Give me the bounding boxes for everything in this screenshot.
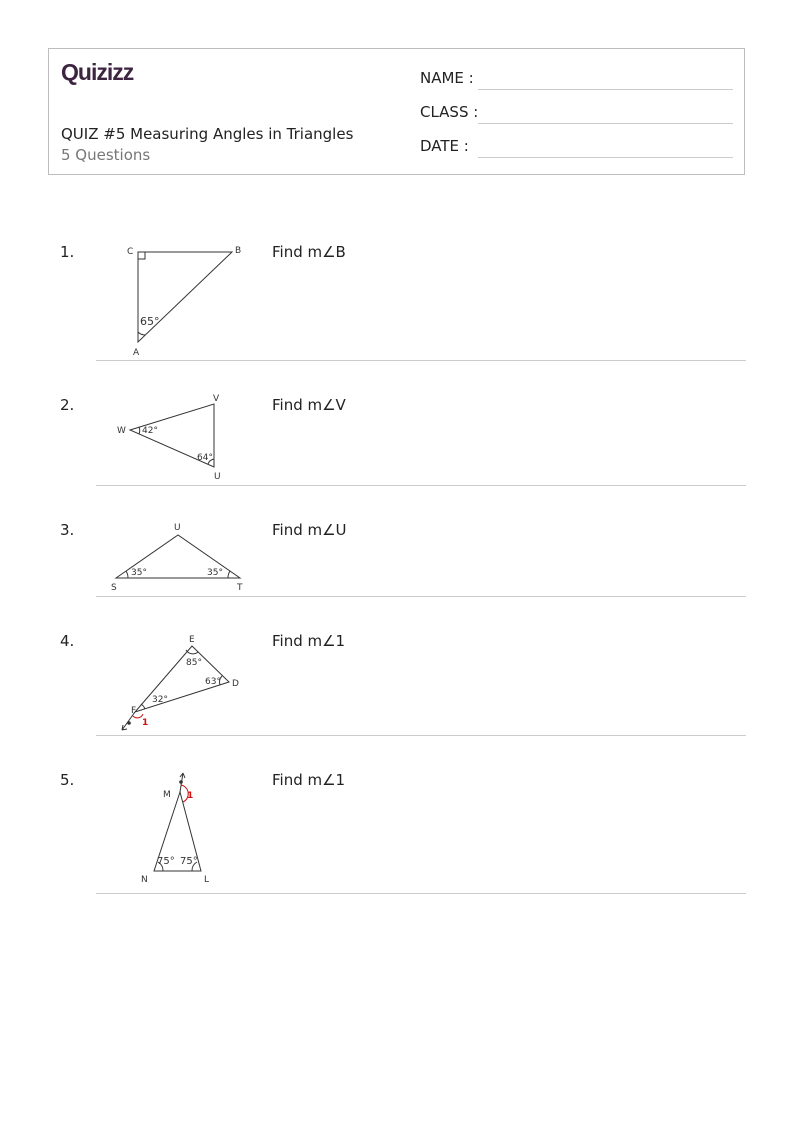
- vertex-label: V: [213, 394, 220, 404]
- triangle-diagram-2: [130, 404, 214, 467]
- question-count: 5 Questions: [61, 146, 151, 164]
- question-number: 5.: [60, 771, 75, 789]
- angle-1-label: 1: [142, 718, 149, 728]
- vertex-label: T: [237, 583, 243, 593]
- triangle-diagram-5: [154, 773, 201, 871]
- question-text: Find m∠B: [272, 243, 346, 261]
- angle-label: 35°: [207, 568, 223, 578]
- divider: [96, 596, 746, 597]
- vertex-label: F: [131, 706, 137, 716]
- point-marker: [179, 780, 183, 784]
- date-label: DATE :: [420, 137, 469, 155]
- triangle-diagram-3: [116, 535, 240, 578]
- vertex-label: S: [111, 583, 117, 593]
- vertex-label: W: [117, 426, 126, 436]
- question-text: Find m∠1: [272, 632, 346, 650]
- question-number: 2.: [60, 396, 75, 414]
- question-text: Find m∠U: [272, 521, 347, 539]
- question-text: Find m∠1: [272, 771, 346, 789]
- quizizz-logo: Quizizz: [61, 59, 134, 85]
- vertex-label: N: [141, 875, 148, 885]
- question-number: 3.: [60, 521, 75, 539]
- angle-label: 35°: [131, 568, 147, 578]
- quiz-title: QUIZ #5 Measuring Angles in Triangles: [61, 125, 354, 143]
- vertex-label: L: [204, 875, 210, 885]
- vertex-label: B: [235, 246, 242, 256]
- angle-label: 75°: [157, 856, 175, 867]
- angle-label: 85°: [186, 658, 202, 668]
- date-line[interactable]: [478, 157, 733, 158]
- vertex-label: M: [163, 790, 171, 800]
- vertex-label: C: [127, 247, 134, 257]
- angle-label: 32°: [152, 695, 168, 705]
- question-number: 4.: [60, 632, 75, 650]
- divider: [96, 360, 746, 361]
- angle-1-label: 1: [187, 791, 194, 801]
- name-label: NAME :: [420, 69, 474, 87]
- triangle-diagram-1: [138, 252, 232, 342]
- name-line[interactable]: [478, 89, 733, 90]
- vertex-label: D: [232, 679, 239, 689]
- divider: [96, 735, 746, 736]
- angle-label: 63°: [205, 677, 221, 687]
- vertex-label: U: [174, 523, 181, 533]
- angle-label: 75°: [180, 856, 198, 867]
- point-marker: [127, 721, 131, 725]
- angle-label: 64°: [197, 453, 213, 463]
- worksheet-header: [48, 48, 745, 175]
- class-label: CLASS :: [420, 103, 479, 121]
- class-line[interactable]: [478, 123, 733, 124]
- vertex-label: U: [214, 472, 221, 482]
- vertex-label: A: [133, 348, 140, 358]
- divider: [96, 485, 746, 486]
- question-number: 1.: [60, 243, 75, 261]
- triangle-diagram-4: [122, 646, 229, 730]
- angle-label: 42°: [142, 426, 158, 436]
- vertex-label: E: [189, 635, 195, 645]
- angle-label: 65°: [140, 315, 160, 328]
- divider: [96, 893, 746, 894]
- question-text: Find m∠V: [272, 396, 346, 414]
